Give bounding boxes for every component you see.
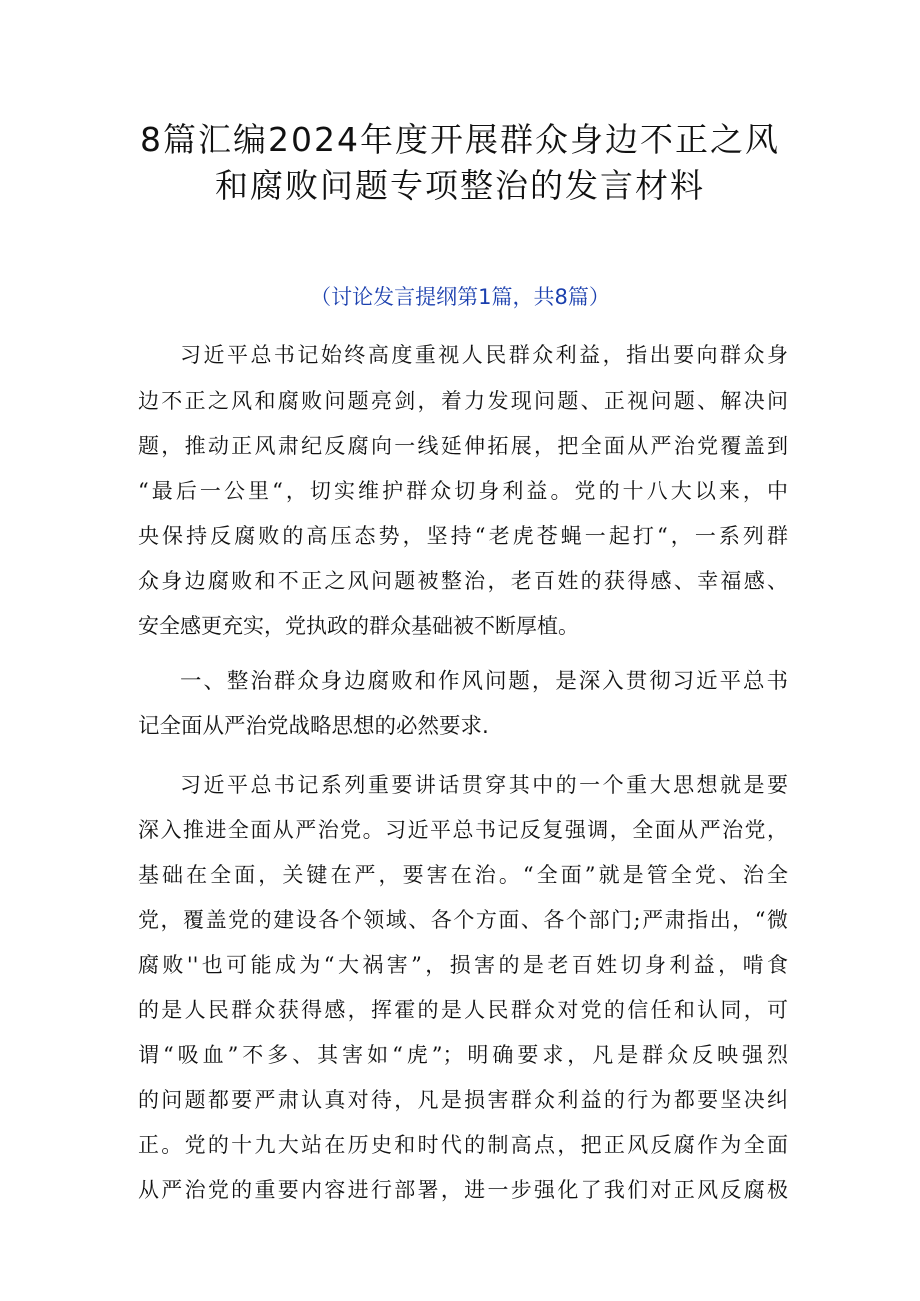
- section-heading-line: 一、整治群众身边腐败和作风问题，是深入贯彻习近平总书: [180, 669, 788, 694]
- paragraph-line: 深入推进全面从严治党。习近平总书记反复强调，全面从严治党，: [138, 818, 788, 842]
- paragraph-line: 习近平总书记始终高度重视人民群众利益，指出要向群众身: [180, 343, 788, 367]
- paragraph-line: 腐败''也可能成为“大祸害”，损害的是老百姓切身利益，啃食: [138, 953, 788, 977]
- paragraph-line: “最后一公里“，切实维护群众切身利益。党的十八大以来，中: [138, 479, 788, 503]
- paragraph-line: 央保持反腐败的高压态势，坚持“老虎苍蝇一起打“，一系列群: [138, 524, 788, 548]
- paragraph-line: 众身边腐败和不正之风问题被整治，老百姓的获得感、幸福感、: [138, 569, 788, 593]
- paragraph-line: 边不正之风和腐败问题亮剑，着力发现问题、正视问题、解决问: [138, 389, 788, 413]
- paragraph-line: 安全感更充实，党执政的群众基础被不断厚植。: [138, 614, 579, 638]
- paragraph-line: 党，覆盖党的建设各个领域、各个方面、各个部门;严肃指出，“微: [138, 908, 788, 932]
- paragraph-line: 基础在全面，关键在严，要害在治。“全面”就是管全党、治全: [138, 863, 788, 887]
- paragraph-line: 习近平总书记系列重要讲话贯穿其中的一个重大思想就是要: [180, 773, 788, 797]
- section-heading-line: 记全面从严治党战略思想的必然要求.: [138, 714, 489, 739]
- paragraph-line: 从严治党的重要内容进行部署，进一步强化了我们对正风反腐极: [138, 1178, 788, 1202]
- document-title-line-2: 和腐败问题专项整治的发言材料: [215, 166, 705, 205]
- document-title-line-1: 8篇汇编2024年度开展群众身边不正之风: [140, 120, 780, 159]
- paragraph-line: 正。党的十九大站在历史和时代的制高点，把正风反腐作为全面: [138, 1133, 788, 1157]
- paragraph-line: 的是人民群众获得感，挥霍的是人民群众对党的信任和认同，可: [138, 998, 788, 1022]
- paragraph-line: 题，推动正风肃纪反腐向一线延伸拓展，把全面从严治党覆盖到: [138, 434, 788, 458]
- paragraph-line: 的问题都要严肃认真对待，凡是损害群众利益的行为都要坚决纠: [138, 1088, 788, 1112]
- paragraph-line: 谓“吸血”不多、其害如“虎”；明确要求，凡是群众反映强烈: [138, 1043, 788, 1067]
- document-subtitle: （讨论发言提纲第1篇，共8篇）: [310, 285, 610, 309]
